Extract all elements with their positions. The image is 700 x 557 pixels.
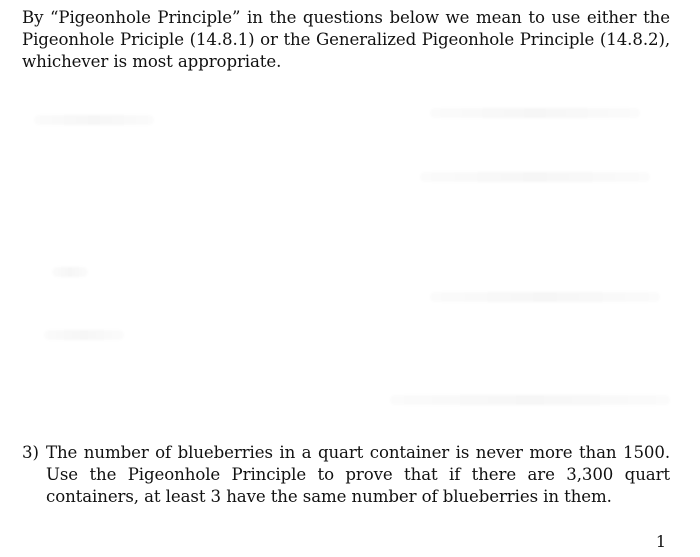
faded-line xyxy=(44,330,124,340)
faded-content-area xyxy=(0,90,700,420)
faded-line xyxy=(420,172,650,182)
problem-3 xyxy=(22,442,670,508)
faded-line xyxy=(390,395,670,405)
faded-line xyxy=(430,292,660,302)
problem-text: The number of blueberries in a quart container is never more than 1500. Use the Pigeonhole Principle to prove that if there are 3,300 quart containers, at least 3 have the same number of blueberries in them. xyxy=(46,443,670,506)
faded-line xyxy=(52,267,88,277)
faded-line xyxy=(34,115,154,125)
page-number: 1 xyxy=(655,532,666,551)
problem-number: 3) xyxy=(22,443,40,462)
faded-line xyxy=(430,108,640,118)
intro-paragraph: By “Pigeonhole Principle” in the questions below we mean to use either the Pigeonhole Priciple (14.8.1) or the Generalized Pigeonhole Principle (14.8.2), whichever is most appropriate. xyxy=(22,8,670,71)
